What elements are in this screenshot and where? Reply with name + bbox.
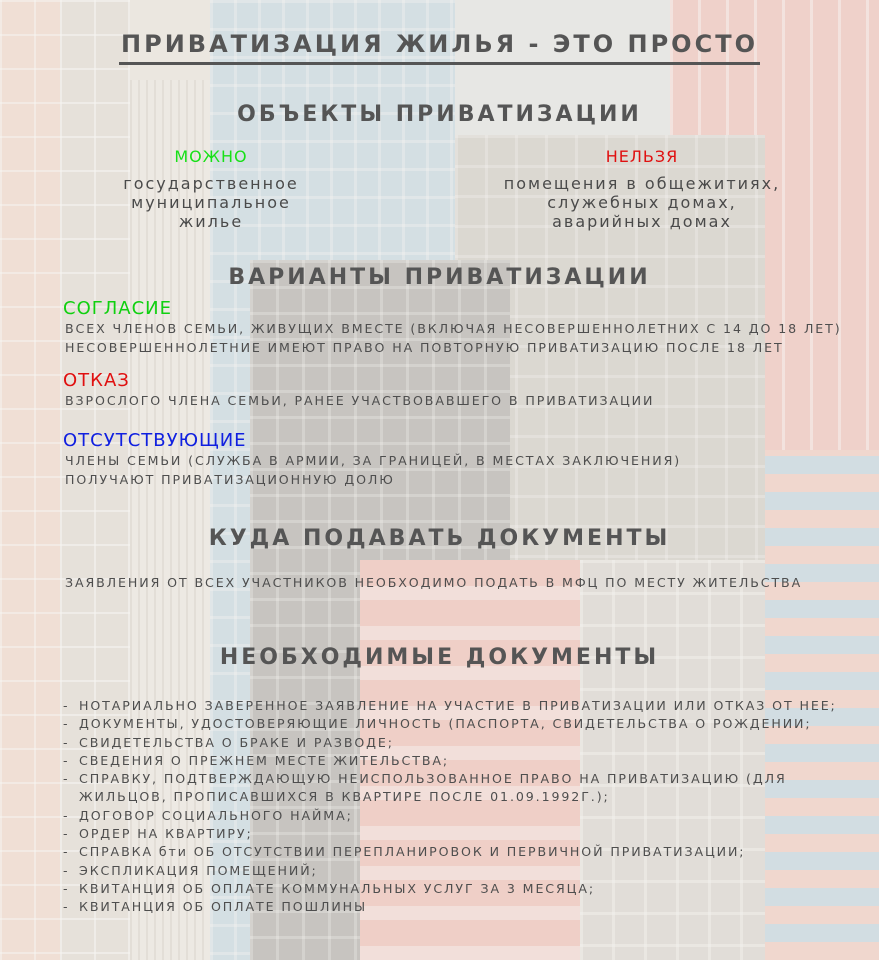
list-item: - НОТАРИАЛЬНО ЗАВЕРЕННОЕ ЗАЯВЛЕНИЕ НА УЧАСТИЕ В ПРИВАТИЗАЦИИ ИЛИ ОТКАЗ ОТ НЕЕ;	[63, 698, 837, 713]
refusal-line: ВЗРОСЛОГО ЧЛЕНА СЕМЬИ, РАНЕЕ УЧАСТВОВАВШЕГО В ПРИВАТИЗАЦИИ	[65, 393, 655, 408]
refusal-label: ОТКАЗ	[63, 370, 130, 391]
list-item: - ДОКУМЕНТЫ, УДОСТОВЕРЯЮЩИЕ ЛИЧНОСТЬ (ПАСПОРТА, СВИДЕТЕЛЬСТВА О РОЖДЕНИИ;	[63, 716, 812, 732]
forbidden-column	[472, 147, 812, 231]
refusal-text	[65, 391, 654, 410]
consent-label: СОГЛАСИЕ	[63, 298, 172, 319]
list-item: - КВИТАНЦИЯ ОБ ОПЛАТЕ КОММУНАЛЬНЫХ УСЛУГ ЗА 3 МЕСЯЦА;	[63, 880, 595, 896]
absent-text	[65, 451, 681, 489]
submit-text: ЗАЯВЛЕНИЯ ОТ ВСЕХ УЧАСТНИКОВ НЕОБХОДИМО ПОДАТЬ В МФЦ ПО МЕСТУ ЖИТЕЛЬСТВА	[65, 575, 803, 590]
forbidden-line: помещения в общежитиях,	[503, 174, 781, 193]
consent-text	[65, 319, 842, 357]
allowed-line: муниципальное	[131, 193, 291, 212]
list-item-continuation: ЖИЛЬЦОВ, ПРОПИСАВШИХСЯ В КВАРТИРЕ ПОСЛЕ 01.09.1992Г.);	[79, 789, 610, 805]
consent-line: ВСЕХ ЧЛЕНОВ СЕМЬИ, ЖИВУЩИХ ВМЕСТЕ (ВКЛЮЧАЯ НЕСОВЕРШЕННОЛЕТНИХ С 14 ДО 18 ЛЕТ)	[65, 321, 842, 336]
list-item: - СПРАВКА бти ОБ ОТСУТСТВИИ ПЕРЕПЛАНИРОВОК И ПЕРВИЧНОЙ ПРИВАТИЗАЦИИ;	[63, 844, 746, 860]
absent-line: ЧЛЕНЫ СЕМЬИ (СЛУЖБА В АРМИИ, ЗА ГРАНИЦЕЙ, В МЕСТАХ ЗАКЛЮЧЕНИЯ)	[65, 453, 682, 468]
forbidden-line: аварийных домах	[552, 212, 732, 231]
objects-heading: ОБЪЕКТЫ ПРИВАТИЗАЦИИ	[237, 102, 642, 127]
absent-label: ОТСУТСТВУЮЩИЕ	[63, 430, 247, 451]
page-title: ПРИВАТИЗАЦИЯ ЖИЛЬЯ - ЭТО ПРОСТО	[0, 30, 879, 58]
documents-list	[63, 697, 837, 917]
list-item: - ЭКСПЛИКАЦИЯ ПОМЕЩЕНИЙ;	[63, 862, 318, 878]
forbidden-line: служебных домах,	[547, 193, 737, 212]
consent-line: НЕСОВЕРШЕННОЛЕТНИЕ ИМЕЮТ ПРАВО НА ПОВТОРНУЮ ПРИВАТИЗАЦИЮ ПОСЛЕ 18 ЛЕТ	[65, 340, 784, 355]
allowed-line: жилье	[178, 212, 244, 231]
allowed-line: государственное	[123, 174, 299, 193]
variants-heading: ВАРИАНТЫ ПРИВАТИЗАЦИИ	[228, 265, 651, 290]
allowed-column	[96, 147, 326, 231]
allowed-label: МОЖНО	[174, 147, 248, 166]
submit-heading: КУДА ПОДАВАТЬ ДОКУМЕНТЫ	[208, 526, 671, 551]
list-item: - СВИДЕТЕЛЬСТВА О БРАКЕ И РАЗВОДЕ;	[63, 734, 394, 750]
forbidden-label: НЕЛЬЗЯ	[605, 147, 679, 166]
list-item: - ДОГОВОР СОЦИАЛЬНОГО НАЙМА;	[63, 807, 353, 823]
absent-line: ПОЛУЧАЮТ ПРИВАТИЗАЦИОННУЮ ДОЛЮ	[65, 472, 395, 487]
list-item: - СПРАВКУ, ПОДТВЕРЖДАЮЩУЮ НЕИСПОЛЬЗОВАННОЕ ПРАВО НА ПРИВАТИЗАЦИЮ (ДЛЯ ЖИЛЬЦОВ, ПРОПИСАВШИХСЯ В КВАРТИРЕ ПОСЛЕ 01.09.1992Г.);	[63, 770, 837, 807]
list-item: - СВЕДЕНИЯ О ПРЕЖНЕМ МЕСТЕ ЖИТЕЛЬСТВА;	[63, 752, 450, 768]
documents-heading: НЕОБХОДИМЫЕ ДОКУМЕНТЫ	[219, 645, 660, 670]
list-item: - КВИТАНЦИЯ ОБ ОПЛАТЕ ПОШЛИНЫ	[63, 899, 368, 915]
list-item: - ОРДЕР НА КВАРТИРУ;	[63, 826, 253, 842]
